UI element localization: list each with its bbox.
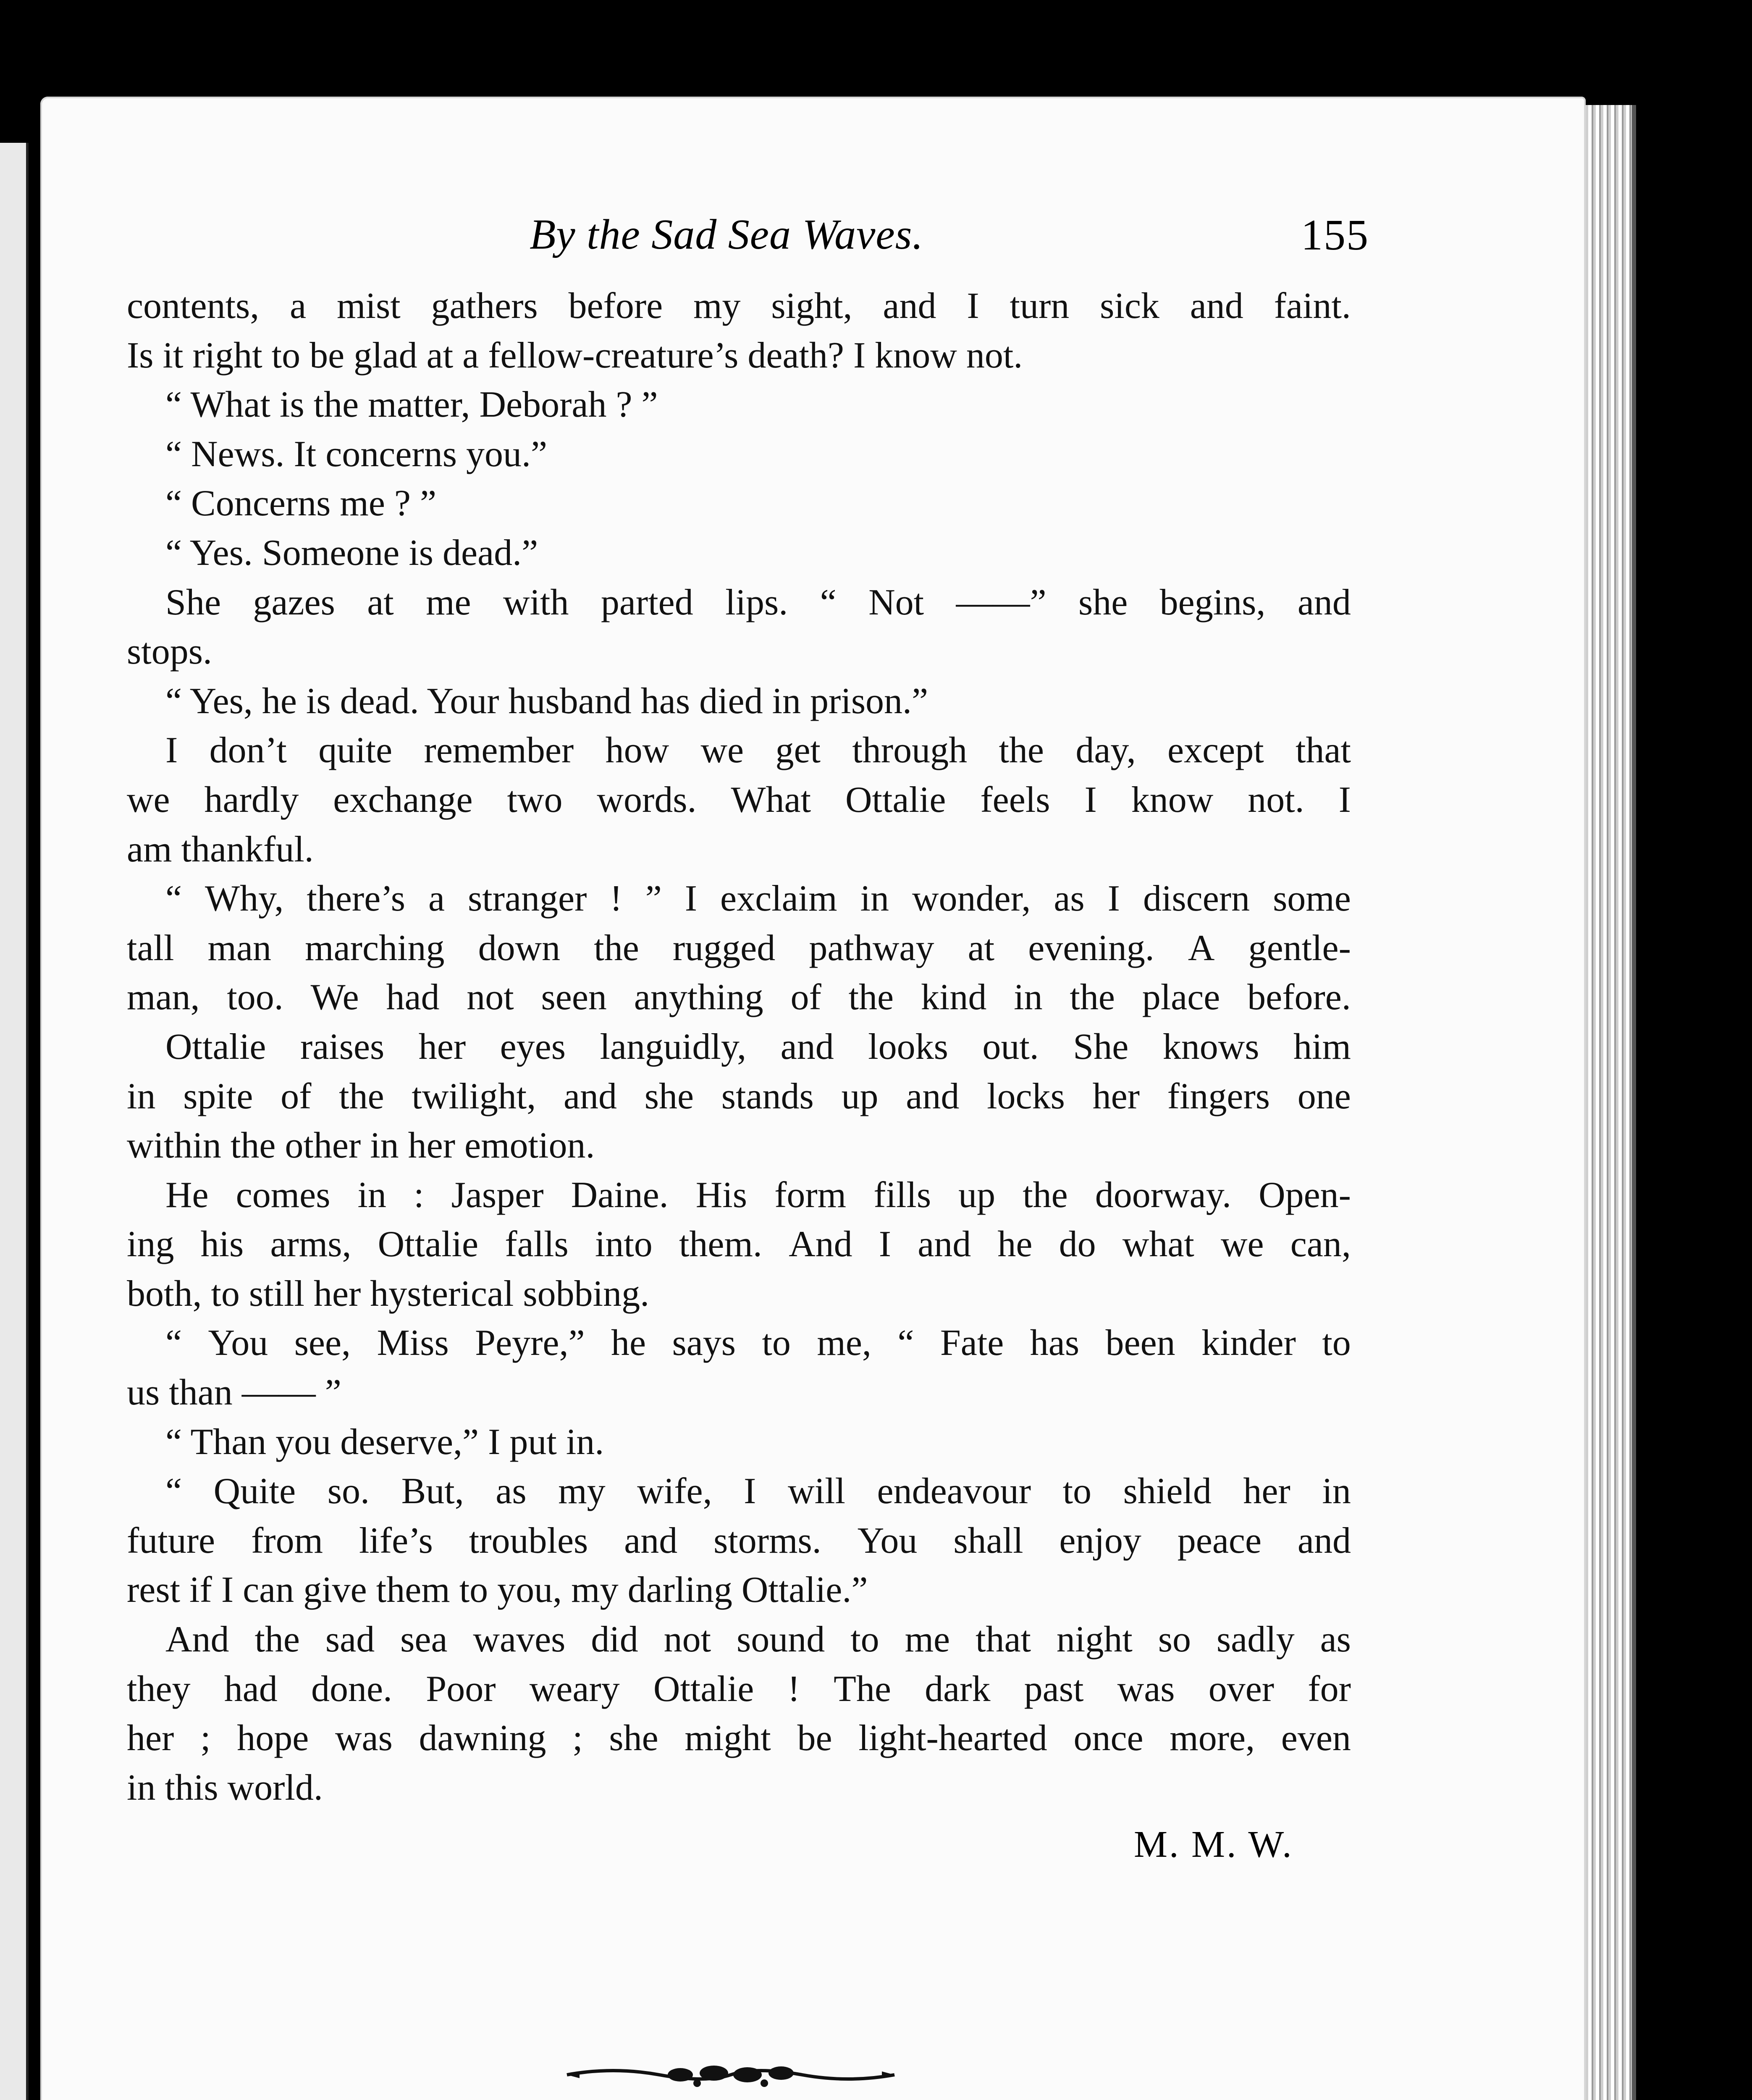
- text-line: And the sad sea waves did not sound to me that night so sadly as: [165, 1619, 1351, 1660]
- body-text: [127, 281, 1351, 1812]
- page-number: 155: [1301, 211, 1369, 259]
- previous-page-edge: [0, 143, 29, 2100]
- text-line: we hardly exchange two words. What Ottalie feels I know not. I: [127, 779, 1351, 820]
- text-line: “ What is the matter, Deborah ? ”: [165, 384, 658, 425]
- text-line: in this world.: [127, 1767, 323, 1808]
- text-line: rest if I can give them to you, my darling Ottalie.”: [127, 1570, 868, 1611]
- text-line: they had done. Poor weary Ottalie ! The dark past was over for: [127, 1668, 1351, 1709]
- page-header: [88, 210, 1369, 269]
- text-line: “ Concerns me ? ”: [165, 483, 437, 524]
- text-line: He comes in : Jasper Daine. His form fills up the doorway. Open-: [165, 1174, 1351, 1215]
- text-line: her ; hope was dawning ; she might be light-hearted once more, even: [127, 1718, 1351, 1759]
- text-line: “ Yes, he is dead. Your husband has died in prison.”: [165, 680, 928, 722]
- text-line: ing his arms, Ottalie falls into them. And I and he do what we can,: [127, 1224, 1351, 1265]
- text-line: future from life’s troubles and storms. You shall enjoy peace and: [127, 1520, 1351, 1561]
- text-line: “ News. It concerns you.”: [165, 433, 548, 475]
- text-line: stops.: [127, 631, 212, 672]
- text-line: in spite of the twilight, and she stands up and locks her fingers one: [127, 1076, 1351, 1117]
- text-line: I don’t quite remember how we get through the day, except that: [165, 730, 1351, 771]
- text-line: tall man marching down the rugged pathway at evening. A gentle-: [127, 927, 1351, 969]
- text-line: us than —— ”: [127, 1372, 341, 1413]
- text-line: “ Yes. Someone is dead.”: [165, 532, 538, 573]
- page-stack-edge: [1586, 105, 1636, 2100]
- text-line: am thankful.: [127, 829, 314, 870]
- text-line: Ottalie raises her eyes languidly, and looks out. She knows him: [165, 1026, 1351, 1067]
- text-line: within the other in her emotion.: [127, 1125, 595, 1166]
- running-title: By the Sad Sea Waves.: [530, 211, 923, 258]
- text-line: “ Why, there’s a stranger ! ” I exclaim in wonder, as I discern some: [165, 878, 1351, 919]
- text-line: “ You see, Miss Peyre,” he says to me, “ Fate has been kinder to: [165, 1323, 1351, 1364]
- ornament-divider-icon: [563, 2058, 899, 2092]
- text-line: both, to still her hysterical sobbing.: [127, 1273, 650, 1314]
- text-line: contents, a mist gathers before my sight, and I turn sick and faint.: [127, 286, 1351, 326]
- text-line: Is it right to be glad at a fellow-creature’s death? I know not.: [127, 335, 1023, 376]
- text-line: “ Quite so. But, as my wife, I will endeavour to shield her in: [165, 1471, 1351, 1512]
- text-line: “ Than you deserve,” I put in.: [165, 1421, 604, 1462]
- text-line: man, too. We had not seen anything of the kind in the place before.: [127, 977, 1351, 1018]
- text-line: She gazes at me with parted lips. “ Not ——” she begins, and: [165, 582, 1351, 623]
- author-signature: M. M. W.: [1134, 1824, 1293, 1865]
